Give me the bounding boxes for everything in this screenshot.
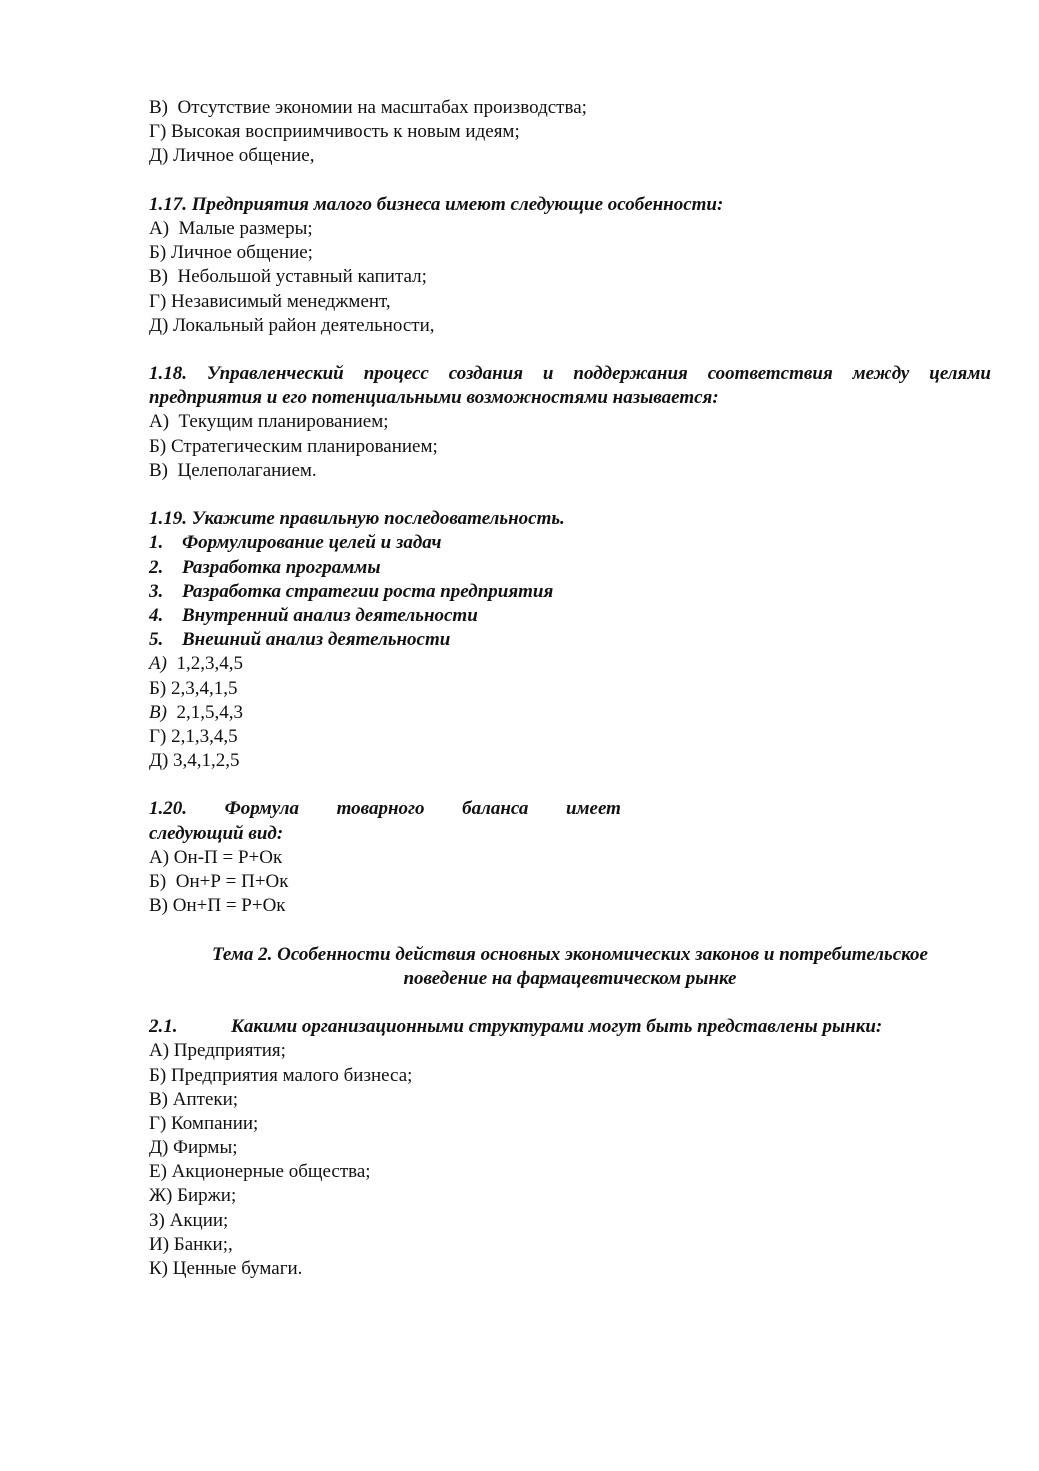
spacer [149,338,991,362]
option-text: 2,1,5,4,3 [166,701,243,723]
option-text: 2,3,4,1,5 [166,677,238,699]
question-1-17 [149,193,991,338]
sequence-step [149,628,991,652]
question-title [149,1015,991,1039]
question-title-line-2: предприятия и его потенциальными возможностями называется: [149,387,719,409]
option-line [149,725,991,749]
topic-heading-line-1: Тема 2. Особенности действия основных экономических законов и потребительское [212,943,928,965]
question-1-20 [149,797,991,918]
option-line: В) Аптеки; [149,1088,239,1110]
title-word: и [542,363,554,385]
option-line: Ж) Биржи; [149,1185,237,1207]
option-label: А) [149,653,167,675]
spacer [149,773,991,797]
sequence-step [149,604,991,628]
title-word: 1.18. [149,363,187,385]
option-line: В) Целеполаганием. [149,459,317,481]
question-2-1 [149,1015,991,1281]
option-label: Г) [149,725,167,747]
option-line: А) Предприятия; [149,1040,286,1062]
option-line: К) Ценные бумаги. [149,1258,303,1279]
step-text: Внутренний анализ деятельности [182,604,478,626]
title-word: 1.20. [149,798,187,820]
step-text: Разработка стратегии роста предприятия [182,580,554,602]
topic-heading-line-2: поведение на фармацевтическом рынке [403,967,737,989]
prev-question-options [149,96,991,169]
option-line: Г) Компании; [149,1112,259,1134]
question-title-line-1 [149,362,991,386]
option-line [149,677,991,701]
topic-heading [149,943,991,991]
option-line: В) Он+П = Р+Ок [149,895,286,917]
title-word: имеет [565,798,621,820]
spacer [149,483,991,507]
option-line: Б) Личное общение; [149,242,313,264]
option-text: 1,2,3,4,5 [166,653,243,675]
option-line: В) Отсутствие экономии на масштабах производства; [149,97,587,118]
option-line: Б) Предприятия малого бизнеса; [149,1064,413,1086]
option-text: 3,4,1,2,5 [168,750,240,772]
title-word: баланса [462,798,529,820]
question-number: 2.1. [149,1016,178,1038]
title-word: товарного [336,798,425,820]
option-label: Б) [149,677,167,699]
step-number: 3. [149,580,164,602]
spacer [149,169,991,193]
step-text: Разработка программы [182,556,381,578]
question-text: Какими организационными структурами могут быть представлены рынки: [231,1016,883,1038]
title-word: целями [929,363,991,385]
title-word: Формула [224,798,299,820]
option-line: И) Банки;, [149,1233,233,1255]
option-line: А) Он-П = Р+Ок [149,846,283,868]
option-line [149,701,991,725]
sequence-step [149,556,991,580]
option-line: В) Небольшой уставный капитал; [149,266,427,288]
option-line: Е) Акционерные общества; [149,1161,371,1183]
step-number: 1. [149,532,164,554]
option-line: А) Текущим планированием; [149,411,389,433]
option-line [149,652,991,676]
title-word: поддержания [573,363,688,385]
question-title: 1.19. Укажите правильную последовательность. [149,508,565,530]
option-label: Д) [149,750,169,772]
sequence-step [149,531,991,555]
option-line: Д) Личное общение, [149,145,315,167]
step-number: 5. [149,629,164,651]
option-line [149,749,991,773]
title-word: Управленческий [206,363,344,385]
option-line: З) Акции; [149,1209,229,1231]
option-line: Д) Локальный район деятельности, [149,314,435,336]
question-1-19 [149,507,991,773]
step-number: 4. [149,604,164,626]
question-1-18 [149,362,991,483]
title-word: создания [448,363,523,385]
step-text: Внешний анализ деятельности [182,629,451,651]
step-number: 2. [149,556,164,578]
question-title-line-2: следующий вид: [149,822,284,844]
question-title-line-1 [149,797,621,821]
option-line: А) Малые размеры; [149,217,313,239]
option-line: Г) Высокая восприимчивость к новым идеям; [149,121,520,143]
title-word: соответствия [707,363,833,385]
title-word: между [852,363,910,385]
spacer [149,991,991,1015]
title-word: процесс [363,363,429,385]
option-text: 2,1,3,4,5 [166,725,238,747]
option-label: В) [149,701,167,723]
option-line: Д) Фирмы; [149,1137,238,1159]
option-line: Б) Он+Р = П+Ок [149,871,289,892]
sequence-step [149,580,991,604]
document-page [149,96,991,1281]
option-line: Г) Независимый менеджмент, [149,290,391,312]
option-line: Б) Стратегическим планированием; [149,435,438,457]
step-text: Формулирование целей и задач [182,532,442,554]
question-title: 1.17. Предприятия малого бизнеса имеют следующие особенности: [149,193,724,215]
spacer [149,918,991,942]
